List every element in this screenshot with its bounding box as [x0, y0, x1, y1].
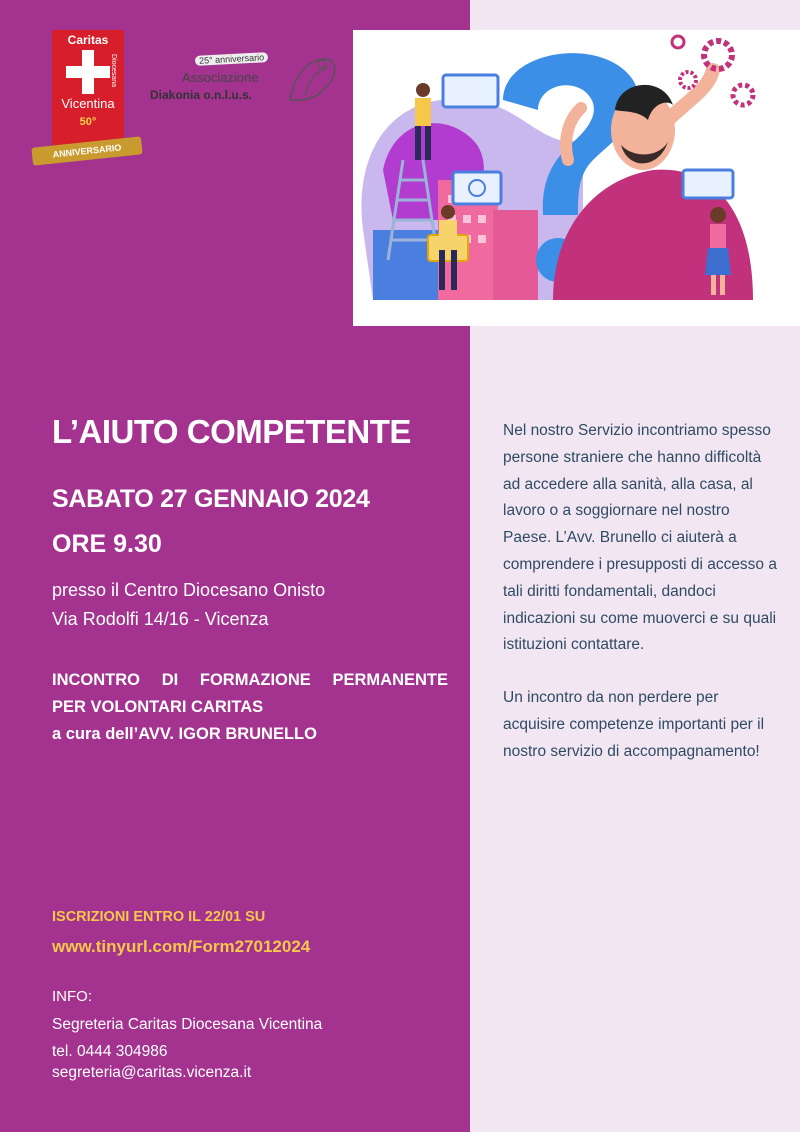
caritas-logo-subtitle: Vicentina: [61, 96, 115, 111]
description: [503, 418, 778, 766]
incontro-word: PERMANENTE: [332, 671, 448, 689]
event-time: ORE 9.30: [52, 530, 162, 558]
registration-label: ISCRIZIONI ENTRO IL 22/01 SU: [52, 909, 266, 925]
incontro-word: DI: [161, 671, 179, 689]
incontro-heading: [52, 667, 448, 748]
caritas-logo-ribbon: ANNIVERSARIO: [31, 136, 142, 165]
angel-figure-icon: [280, 50, 340, 110]
info-email[interactable]: segreteria@caritas.vicenza.it: [52, 1064, 252, 1081]
caritas-logo-side: Diocesana: [110, 54, 117, 88]
incontro-line3: a cura dell’AVV. IGOR BRUNELLO: [52, 725, 317, 743]
caritas-logo-title: Caritas: [67, 33, 109, 47]
caritas-logo-anniversary-number: 50°: [79, 116, 97, 128]
info-phone: tel. 0444 304986: [52, 1043, 168, 1060]
info-label: INFO:: [52, 988, 92, 1005]
incontro-line1: [52, 667, 448, 694]
cross-icon: [66, 50, 110, 94]
diakonia-name: Diakonia o.n.l.u.s.: [150, 88, 253, 102]
event-date: SABATO 27 GENNAIO 2024: [52, 485, 370, 513]
event-place-line2: Via Rodolfi 14/16 - Vicenza: [52, 609, 269, 629]
diakonia-association: Associazione: [182, 70, 259, 85]
caritas-logo-box: [52, 30, 124, 146]
question-people-illustration: [353, 30, 800, 326]
description-paragraph-1: Nel nostro Servizio incontriamo spesso persone straniere che hanno difficoltà ad accedere alla sanità, alla casa, al lavoro o a soggiornare nel nostro Paese. L’Avv. Brunello ci aiuterà a comprendere i presupposti di accesso a tali diritti fondamentali, dandoci indicazioni su come muoverci e su quali istituzioni contattare.: [503, 422, 777, 654]
incontro-line2: PER VOLONTARI CARITAS: [52, 698, 264, 716]
caritas-logo: [52, 30, 124, 162]
event-title: L’AIUTO COMPETENTE: [52, 413, 411, 450]
incontro-word: INCONTRO: [52, 671, 140, 689]
event-place-line1: presso il Centro Diocesano Onisto: [52, 580, 326, 600]
registration-link[interactable]: www.tinyurl.com/Form27012024: [52, 937, 311, 956]
diakonia-logo: [150, 50, 345, 110]
description-paragraph-2: Un incontro da non perdere per acquisire competenze importanti per il nostro servizio di accompagnamento!: [503, 689, 765, 760]
diakonia-anniversary: 25° anniversario: [195, 52, 269, 66]
incontro-word: FORMAZIONE: [199, 671, 311, 689]
info-office: Segreteria Caritas Diocesana Vicentina: [52, 1016, 323, 1033]
hero-illustration: [353, 30, 800, 326]
